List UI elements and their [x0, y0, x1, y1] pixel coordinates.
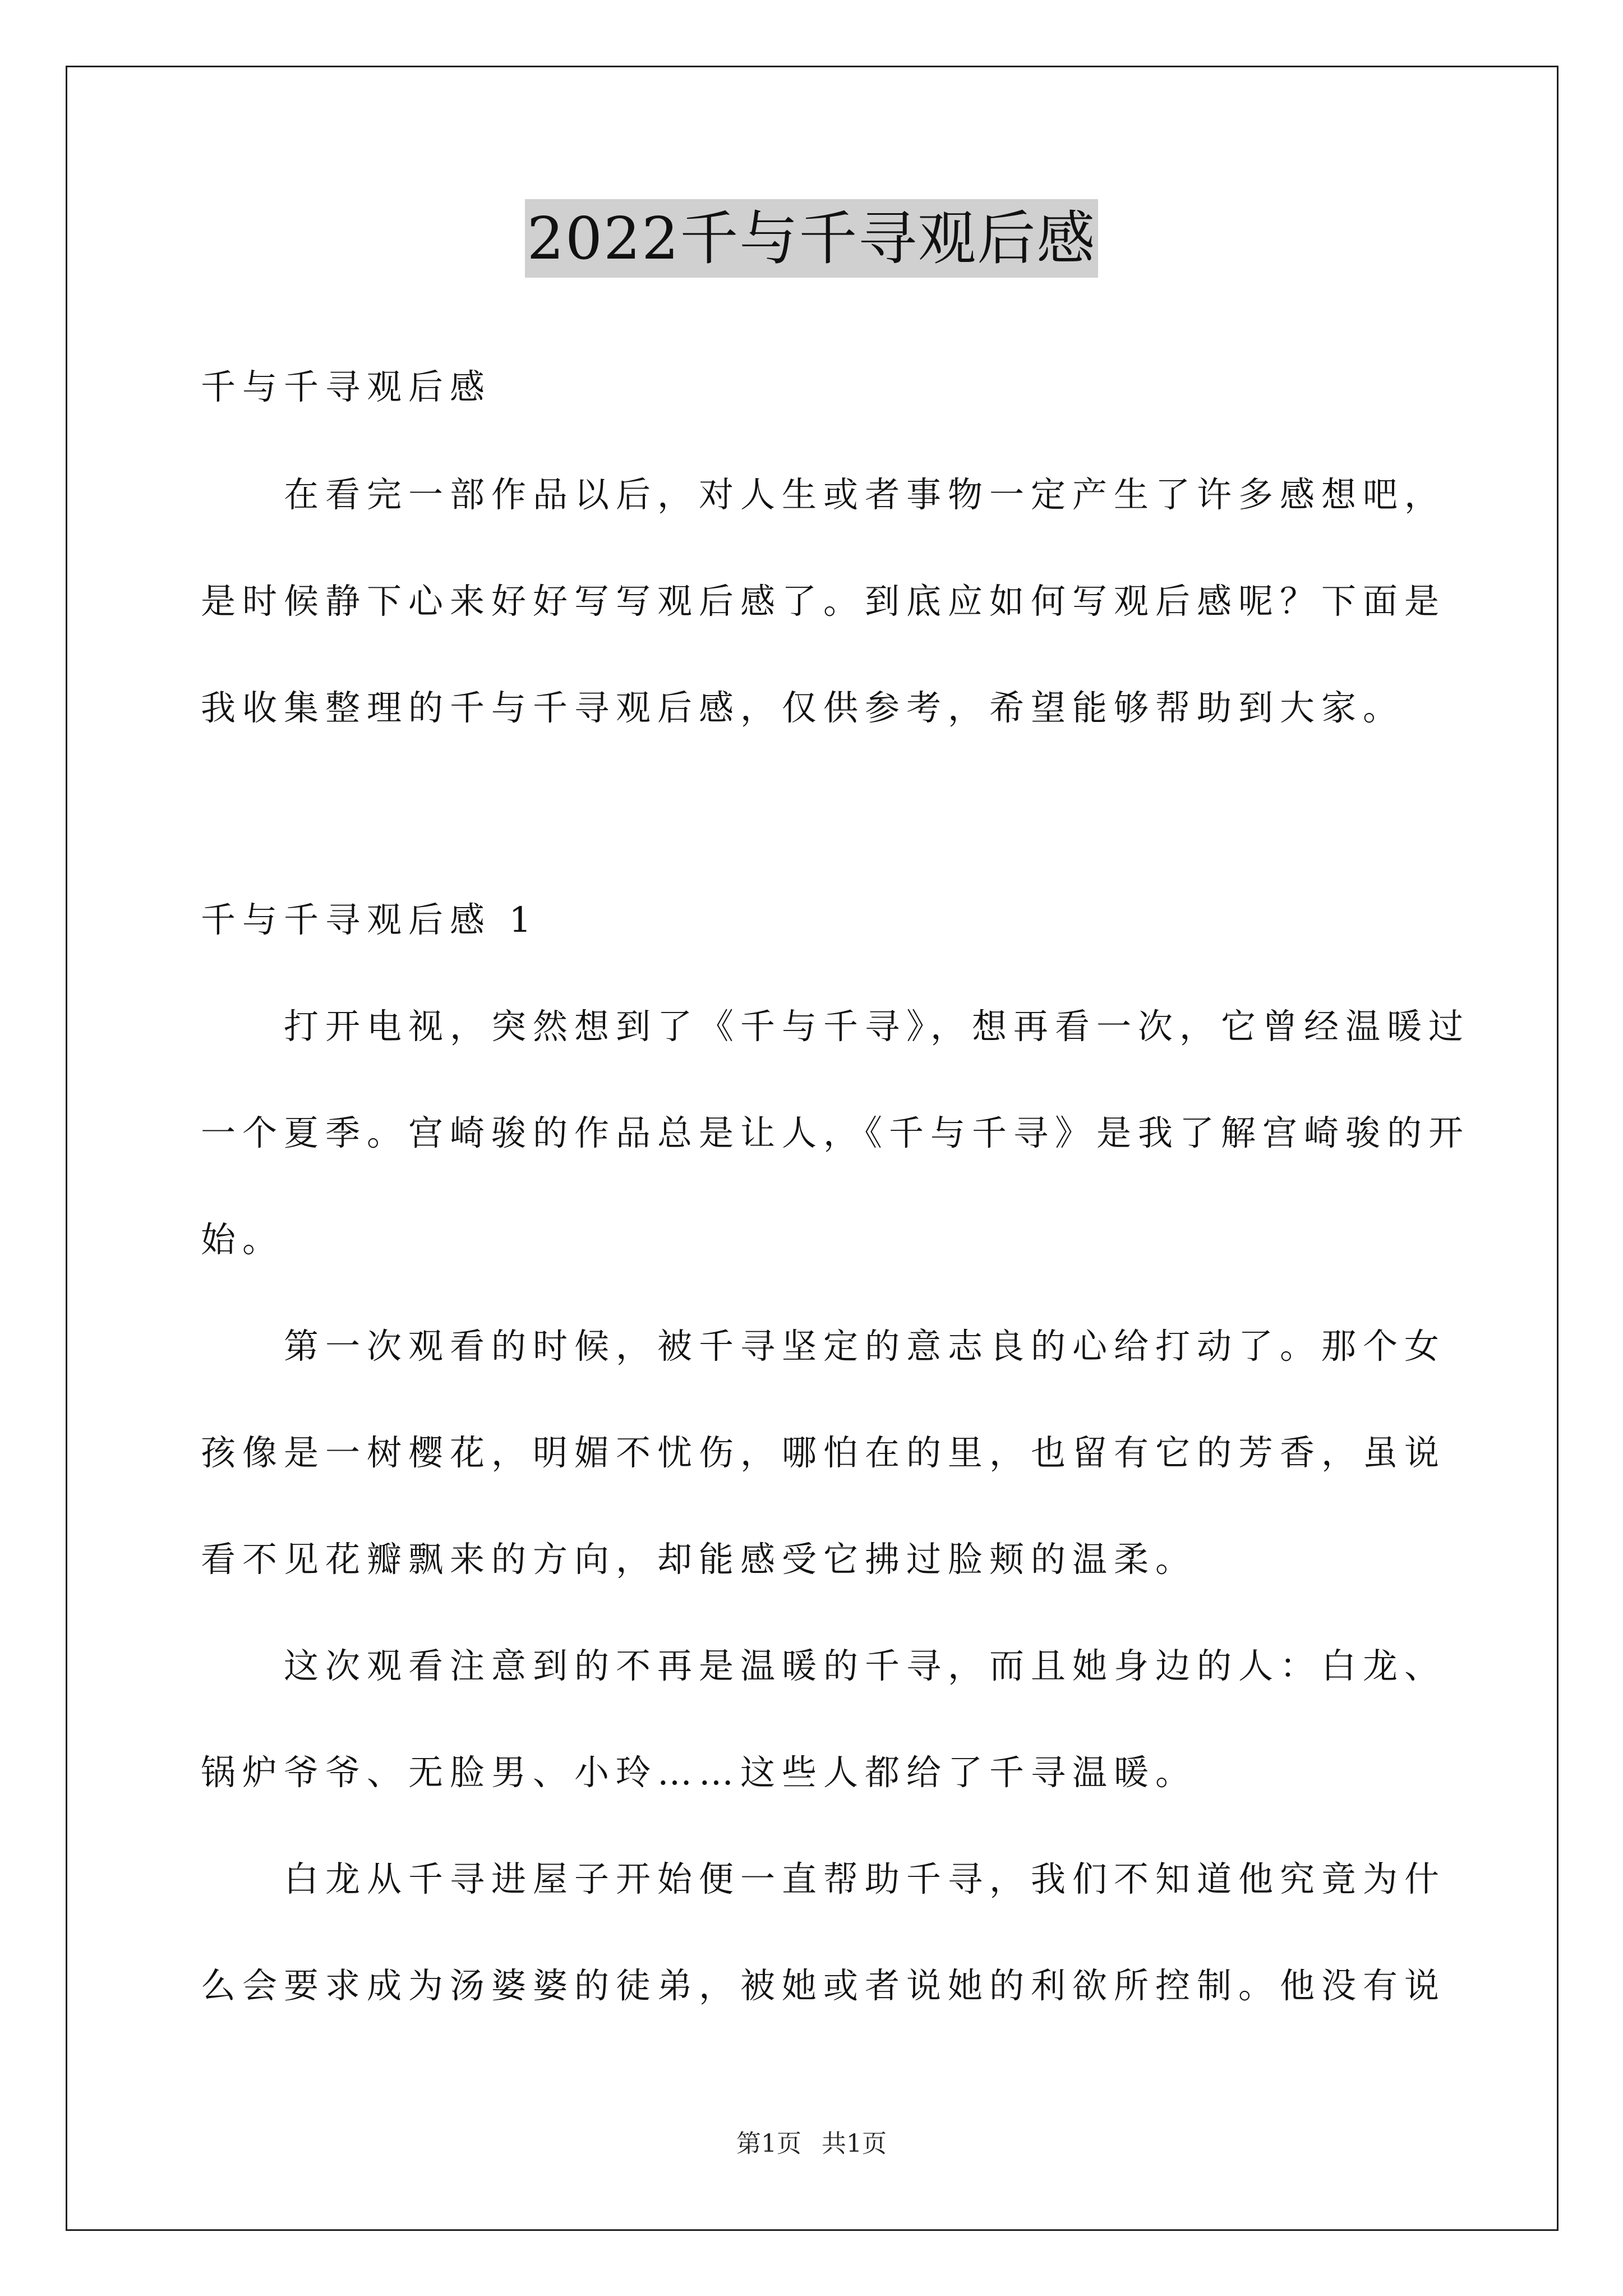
document-title: 2022千与千寻观后感	[525, 199, 1099, 278]
page-total: 共1页	[822, 2129, 887, 2158]
paragraph-line: 孩像是一树樱花，明媚不忧伤，哪怕在的里，也留有它的芳香，虽说	[201, 1432, 1446, 1473]
paragraph-line: 打开电视，突然想到了《千与千寻》，想再看一次，它曾经温暖过	[284, 1006, 1470, 1047]
paragraph-line: 始。	[201, 1219, 284, 1260]
section-heading: 千与千寻观后感 1	[201, 899, 538, 940]
paragraph-line: 白龙从千寻进屋子开始便一直帮助千寻，我们不知道他究竟为什	[284, 1858, 1446, 1899]
paragraph-line: 一个夏季。宫崎骏的作品总是让人，《千与千寻》是我了解宫崎骏的开	[201, 1112, 1470, 1153]
page-footer	[0, 2123, 1623, 2159]
title-wrap	[0, 199, 1623, 278]
paragraph-line: 么会要求成为汤婆婆的徒弟，被她或者说她的利欲所控制。他没有说	[201, 1965, 1446, 2006]
paragraph-line: 看不见花瓣飘来的方向，却能感受它拂过脸颊的温柔。	[201, 1539, 1197, 1580]
intro-line: 在看完一部作品以后，对人生或者事物一定产生了许多感想吧，	[284, 474, 1446, 515]
page-number: 第1页	[736, 2129, 801, 2158]
document-subtitle: 千与千寻观后感	[201, 366, 492, 407]
paragraph-line: 第一次观看的时候，被千寻坚定的意志良的心给打动了。那个女	[284, 1326, 1446, 1366]
intro-line: 是时候静下心来好好写写观后感了。到底应如何写观后感呢？下面是	[201, 581, 1446, 622]
paragraph-line: 锅炉爷爷、无脸男、小玲……这些人都给了千寻温暖。	[201, 1752, 1197, 1793]
paragraph-line: 这次观看注意到的不再是温暖的千寻，而且她身边的人：白龙、	[284, 1645, 1446, 1686]
intro-line: 我收集整理的千与千寻观后感，仅供参考，希望能够帮助到大家。	[201, 687, 1405, 728]
